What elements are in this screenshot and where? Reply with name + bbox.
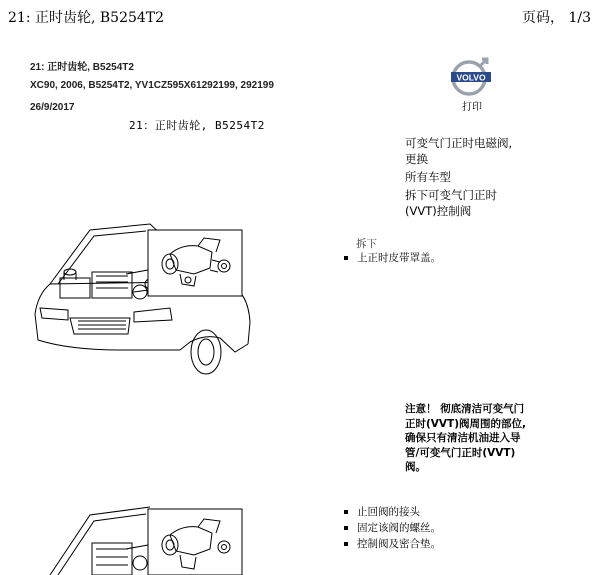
list-item: 止回阀的接头	[343, 504, 441, 520]
meta-vehicle: XC90, 2006, B5254T2, YV1CZ595X61292199, 292199	[30, 80, 274, 91]
list-item: 上正时皮带罩盖。	[343, 250, 441, 266]
volvo-logo-icon	[449, 56, 493, 96]
page-number: 页码， 1/3	[522, 10, 591, 26]
meta-date: 26/9/2017	[30, 102, 75, 113]
step-list-2	[343, 504, 441, 552]
list-item: 固定该阀的螺丝。	[343, 520, 441, 536]
step-list-1	[343, 250, 441, 266]
engine-bay-illustration-2	[30, 505, 260, 575]
print-button[interactable]: 打印	[462, 102, 482, 113]
remove-heading: 拆下可变气门正时(VVT)控制阀	[405, 188, 497, 218]
meta-title: 21: 正时齿轮, B5254T2	[30, 62, 134, 73]
list-item: 控制阀及密合垫。	[343, 536, 441, 552]
section-label-remove: 拆下	[356, 238, 377, 250]
applies-to: 所有车型	[405, 170, 451, 184]
document-title: 21: 正时齿轮, B5254T2	[8, 10, 165, 26]
engine-bay-illustration-1	[30, 222, 255, 392]
caution-note: 注意！ 彻底清洁可变气门正时(VVT)阀周围的部位, 确保只有清洁机油进入导管/可变气门正时(VVT)阀。	[405, 403, 527, 473]
section-subtitle: 21：正时齿轮, B5254T2	[129, 119, 265, 132]
procedure-title: 可变气门正时电磁阀, 更换	[405, 136, 513, 166]
logo-brand-text: VOLVO	[456, 72, 486, 83]
